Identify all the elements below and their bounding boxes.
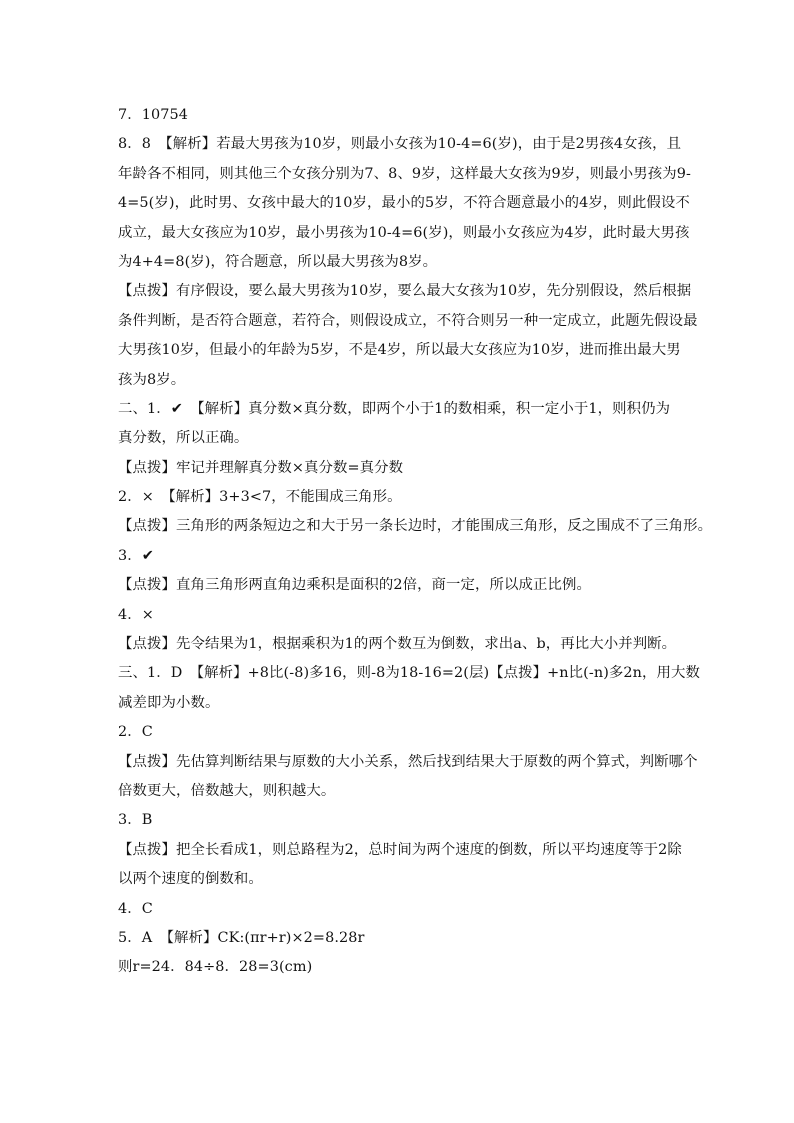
text-line: 孩为8岁。 <box>118 371 186 388</box>
text-line: 年龄各不相同，则其他三个女孩分别为7、8、9岁，这样最大女孩为9岁，则最小男孩为9- <box>118 165 691 182</box>
text-line: 三、1．D 【解析】+8比(-8)多16，则-8为18-16=2(层)【点拨】+n比(-n)多2n，用大数 <box>118 665 700 682</box>
text-line: 倍数更大，倍数越大，则积越大。 <box>118 782 336 799</box>
text-line: 大男孩10岁，但最小的年龄为5岁，不是4岁，所以最大女孩应为10岁，进而推出最大男 <box>118 342 681 359</box>
text-line: 3．B <box>118 812 153 829</box>
text-line: 7．10754 <box>118 107 189 123</box>
text-line: 【点拨】把全长看成1，则总路程为2，总时间为两个速度的倒数，所以平均速度等于2除 <box>118 841 682 858</box>
text-line: 2．C <box>118 724 153 741</box>
text-line: 【点拨】有序假设，要么最大男孩为10岁，要么最大女孩为10岁，先分别假设，然后根据 <box>118 283 692 300</box>
text-line: 【点拨】直角三角形两直角边乘积是面积的2倍，商一定，所以成正比例。 <box>118 577 591 594</box>
text-line: 则r=24．84÷8．28=3(cm) <box>118 959 313 976</box>
text-line: 4．× <box>118 606 154 623</box>
text-line: 3．✔ <box>118 547 154 564</box>
text-line: 二、1．✔ 【解析】真分数×真分数，即两个小于1的数相乘，积一定小于1，则积仍为 <box>118 400 671 417</box>
text-line: 以两个速度的倒数和。 <box>118 871 263 888</box>
text-line: 真分数，所以正确。 <box>118 430 249 447</box>
text-line: 2．× 【解析】3+3<7，不能围成三角形。 <box>118 489 402 506</box>
text-line: 5．A 【解析】CK:(πr+r)×2=8.28r <box>118 929 365 946</box>
answer-text-block <box>118 103 713 985</box>
text-line: 为4+4=8(岁)，符合题意，所以最大男孩为8岁。 <box>118 253 438 270</box>
text-line: 4．C <box>118 900 153 917</box>
text-line: 4=5(岁)，此时男、女孩中最大的10岁，最小的5岁，不符合题意最小的4岁，则此假设不 <box>118 195 690 212</box>
text-line: 成立，最大女孩应为10岁，最小男孩为10-4=6(岁)，则最小女孩应为4岁，此时最大男孩 <box>118 224 690 241</box>
text-line: 【点拨】牢记并理解真分数×真分数=真分数 <box>118 459 404 476</box>
text-line: 【点拨】三角形的两条短边之和大于另一条长边时，才能围成三角形，反之围成不了三角形。 <box>118 518 713 535</box>
text-line: 【点拨】先令结果为1，根据乘积为1的两个数互为倒数，求出a、b，再比大小并判断。 <box>118 636 677 653</box>
text-line: 8．8 【解析】若最大男孩为10岁，则最小女孩为10-4=6(岁)，由于是2男孩4女孩，且 <box>118 136 682 153</box>
text-line: 【点拨】先估算判断结果与原数的大小关系，然后找到结果大于原数的两个算式，判断哪个 <box>118 753 698 770</box>
text-line: 条件判断，是否符合题意，若符合，则假设成立，不符合则另一种一定成立，此题先假设最 <box>118 312 698 329</box>
text-line: 减差即为小数。 <box>118 694 220 711</box>
